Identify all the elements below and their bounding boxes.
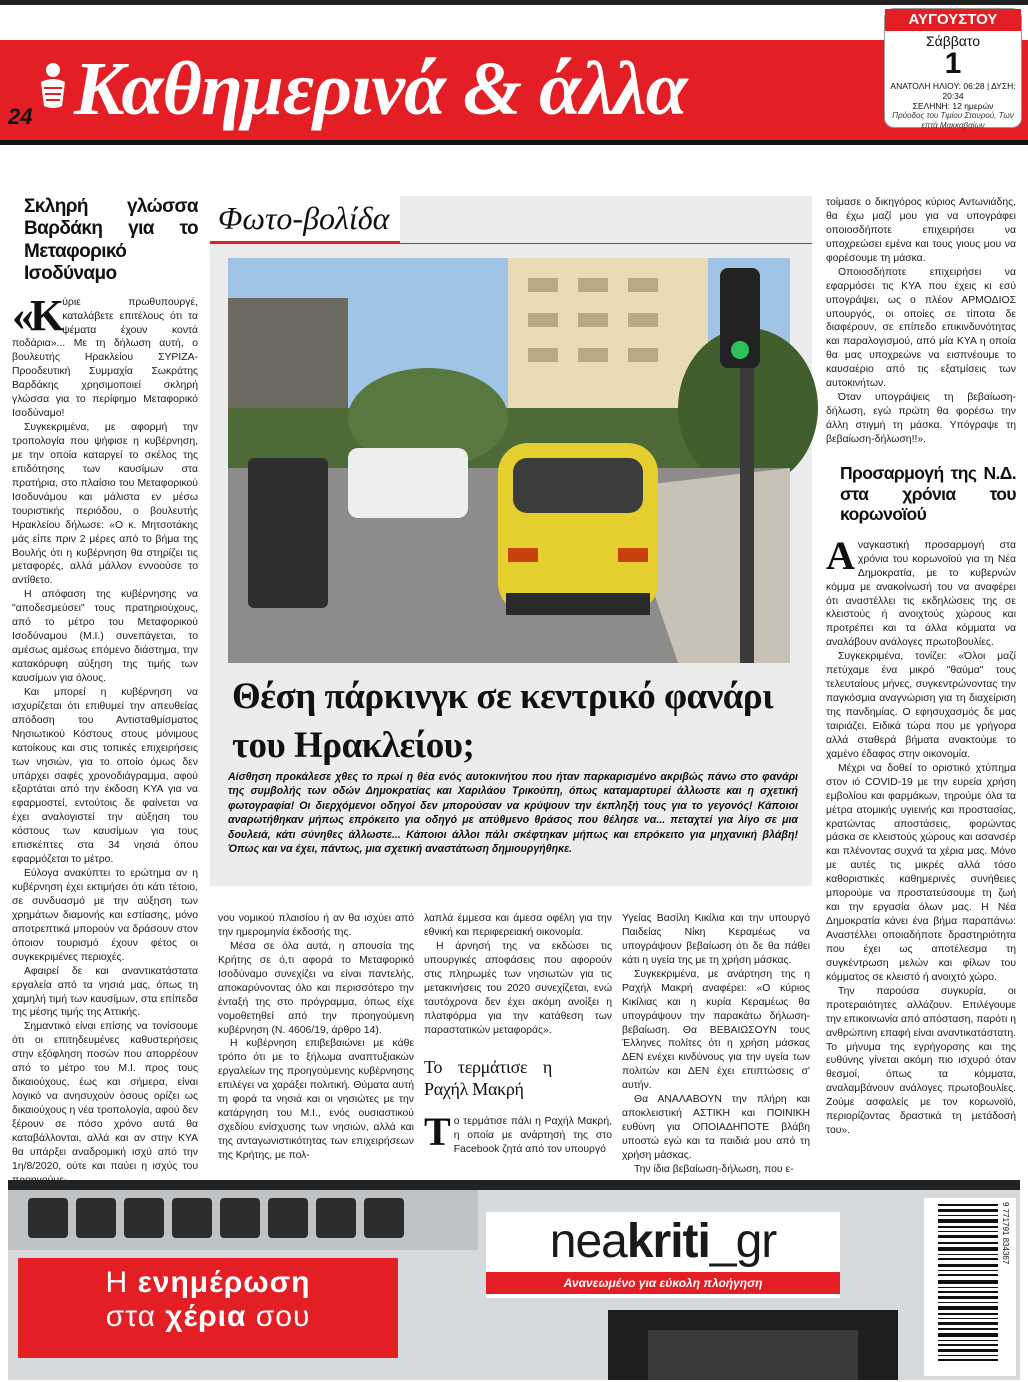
paragraph: Αφαιρεί δε και αναντικατάστατα εργαλεία από τα νησιά μας, όπως τη χαμηλή τιμή των καυσίμων, στα επίπεδα της μέσης τιμής της Αττικής.	[12, 965, 198, 1019]
paragraph: Όταν υπογράψεις τη βεβαίωση-δήλωση, εγώ πρώτη θα φορέσω την άλλη στιγμή τη μάσκα. Υπόγραψε τη βεβαίωση-δήλωση!!».	[826, 392, 1016, 445]
subarticle-lead: Τ ο τερμάτισε πάλι η Ραχήλ Μακρή, η οποία με ανάρτησή της στο Facebook ζητά από τον υπουργό	[424, 1108, 612, 1155]
date-weekday: Σάββατο	[925, 33, 981, 49]
paragraph: Υγείας Βασίλη Κικίλια και την υπουργό Παιδείας Νίκη Κεραμέως να υπογράψουν βεβαίωση ότι δε θα πάθει κάτι η υγεία της με τη χρήση μάσκας.	[622, 913, 810, 966]
feature-rule	[400, 243, 812, 244]
feast-day: Πρόοδος του Τιμίου Σταυρού, Των επτά Μακκαβαίων	[892, 111, 1014, 130]
barcode	[924, 1198, 1016, 1376]
street-photo	[228, 258, 790, 663]
paragraph: Θα ΑΝΑΛΑΒΟΥΝ την πλήρη και αποκλειστική ΑΣΤΙΚΗ και ΠΟΙΝΙΚΗ ευθύνη για ΟΠΟΙΑΔΗΠΟΤΕ βλάβη υποστώ εγώ και τα παιδιά μου από τη χρήση μάσκας.	[622, 1094, 810, 1161]
feature-headline: Θέση πάρκινγκ σε κεντρικό φανάρι του Ηρακλείου;	[232, 676, 774, 767]
ad-logo: neakriti_gr Ανανεωμένο για εύκολη πλοήγηση	[486, 1212, 840, 1298]
date-box	[884, 8, 1022, 128]
paragraph: νου νομικού πλαισίου ή αν θα ισχύει από την ημερομηνία έκδοσής της.	[218, 913, 414, 938]
paragraph: Συγκεκριμένα, με αφορμή την τροπολογία που ψήφισε η κυβέρνηση, με την οποία καταργεί το σκέλος της επιδότησης των καυσίμων στα πρατήρια, στο πλαίσιο του Μεταφορικού Ισοδυνάμου και μάλιστα εν μέσω τουριστικής περιόδου, ο βουλευτής Ηρακλείου δήλωσε: «Ο κ. Μητσοτάκης μάς είπε πριν 2 μέρες από το βήμα της Βουλής ότι η κυβέρνηση θα στηρίζει τις μεταφορές, αλλά μάλλον εννοούσε το αντίθετο.	[12, 422, 198, 587]
top-rule	[0, 0, 1028, 5]
paragraph: Συγκεκριμένα, τονίζει: «Όλοι μαζί πετύχαμε ένα μικρό "θαύμα" τους τελευταίους μήνες, συγκεντρώνοντας την παγκόσμια αναγνώριση για τη διαχείριση της πανδημίας. Ο εφησυχασμός δε μας ταιριάζει. Ειδικά τώρα που με γρήγορα αλλά σταθερά βήματα ανακτούμε το χαμένο έδαφος στην οικονομία.	[826, 651, 1016, 760]
paragraph: Η άρνησή της να εκδώσει τις υπουργικές αποφάσεις που αφορούν στις πληρωμές των νησιωτών για τις μετακινήσεις του 2020 συνεχίζεται, ενώ ταυτόχρονα δεν έχει ακόμη ανοίξει η πλατφόρμα για την κατάθεση των παραστατικών μεταφοράς».	[424, 940, 612, 1036]
right-article-headline: Προσαρμογή της Ν.Δ. στα χρόνια του κορωνοϊού	[840, 462, 1016, 525]
sunrise-sunset: ΑΝΑΤΟΛΗ ΗΛΙΟΥ: 06:28 | ΔΥΣΗ: 20:34	[890, 81, 1016, 101]
right-article	[826, 196, 1016, 1166]
col3-article	[424, 912, 612, 1174]
feature-label: Φωτο-βολίδα	[218, 200, 390, 236]
moon-phase: ΣΕΛΗΝΗ: 12 ημερών	[912, 101, 994, 111]
drop-cap: Α	[826, 532, 855, 578]
paragraph: Οποιοσδήποτε επιχειρήσει να εφαρμόσει τις ΚΥΑ που έχεις κι εσύ υπογράψει, ως ο πλέον ΑΡΜΟΔΙΟΣ υπουργός, οι οποίες σε τίποτα δε διαφέρουν, σε επίπεδο επικινδυνότητας και παραλογισμού, από μία ΚΥΑ η οποία θα μας υποχρεώνε να εισπνέουμε το καυσαέριο από τις εξατμίσεις των αυτοκινήτων.	[826, 266, 1016, 390]
left-article-headline: Σκληρή γλώσσα Βαρδάκη για το Μεταφορικό Ισοδύναμο	[24, 196, 198, 285]
date-month: ΑΥΓΟΥΣΤΟΥ	[885, 9, 1021, 31]
paragraph: Την παρούσα συγκυρία, οι προτεραιότητες αλλάζουν. Επιλέγουμε την επικοινωνία από απόσταση, παρότι η ανθρώπινη επαφή είναι αναντικατάστατη. Το μήνυμα της εγρήγορσης και της ευθύνης γίνεται ακόμη πιο ισχυρό όταν θεσμοί, όπως τα κόμματα, αναλαμβάνουν ανάλογες πρωτοβουλίες. Ζούμε ασφαλείς με τον κορωνοϊό, περιορίζοντας δραστικά τη μετάδοσή του».	[826, 985, 1016, 1137]
paragraph: Συγκεκριμένα, με ανάρτηση της η Ραχήλ Μακρή αναφέρει: «Ο κύριος Κικίλιας και η κυρία Κεραμέως θα υπογράψουν την παρακάτω δήλωση-βεβαίωση. Θα ΒΕΒΑΙΩΣΟΥΝ τους Έλληνες πολίτες ότι η χρήση μάσκας ΔΕΝ ενέχει κινδύνους για την υγεία των πολιτών και ΔΕΝ έχει επιπτώσεις σ' αυτήν.	[622, 968, 810, 1092]
paragraph: Την ίδια βεβαίωση-δήλωση, που ε-	[634, 1163, 794, 1175]
feature-caption: Αίσθηση προκάλεσε χθες το πρωί η θέα ενός αυτοκινήτου που ήταν παρκαρισμένο ακριβώς πάνω στο φανάρι της συμβολής των οδών Δημοκρατίας και Χαριλάου Τρικούπη, όπως καταμαρτυρεί άλλωστε και η σχετική φωτογραφία! Οι διερχόμενοι οδηγοί δεν μπορούσαν να κρύψουν την έκπληξή τους για το γεγονός! Κάποιοι αναρωτήθηκαν μήπως επρόκειτο για οδηγό με απύθμενο θράσος που θέλησε να... πεταχτεί για λίγο σε μια δουλειά, κάτι σύνηθες άλλωστε... Κάποιοι άλλοι πάλι σκέφτηκαν μήπως και επρόκειτο για μηχανική βλάβη! Όπως και να έχει, πάντως, μια σχετική αναστάτωση δημιουργήθηκε.	[228, 771, 798, 856]
section-masthead: Καθημερινά & άλλα	[74, 47, 687, 131]
date-day-number: 1	[944, 47, 962, 80]
masthead-bottom-rule	[0, 140, 1028, 145]
right-article-lead: Α ναγκαστική προσαρμογή στα χρόνια του κορωνοϊού για τη Νέα Δημοκρατία, με το κυβερνών κόμμα με ανακοίνωσή του να αναφέρει ότι αναστέλλει τις εκδηλώσεις της σε κλειστούς ή ανοιχτούς χώρους και προτρέπει και τα άλλα κόμματα να αναλάβουν ανάλογες πρωτοβουλίες.	[826, 532, 1016, 649]
ad-slogan: Η ενημέρωση στα χέρια σου	[18, 1258, 398, 1358]
paragraph: Σημαντικό είναι επίσης να τονίσουμε ότι οι επιτηδευμένες καθυστερήσεις στην εξόφληση ποσών που απορρέουν από το μέτρο του Μ.Ι. προς τους δικαιούχους, έως και σήμερα, είναι λογικό να ανησυχούν όσους ορίζει ως δικαιούχους η νέα τροπολογία, αφού δεν ξέρουν σε πόσο χρόνο αυτά θα καταβάλλονται, αλλά και αν στην ΚΥΑ θα υπάρξει αναδρομική ισχύ από την 1η/8/2020, ούτε και παύει η ισχύς του	[12, 1021, 198, 1172]
barcode-number: 9 771791 834367	[1001, 1202, 1010, 1265]
paragraph: Εύλογα ανακύπτει το ερώτημα αν η κυβέρνηση έχει εκτιμήσει ότι κάτι τέτοιο, σε συνδυασμό με την αύξηση των χρημάτων διαμονής και εστίασης, μόνο αποτρεπτικά μπορούν να δράσουν στον όποιον τουρισμό έχουν φέτος οι συγκεκριμένες περιοχές.	[12, 868, 198, 963]
newspaper-logo-icon	[38, 62, 68, 110]
paragraph: τοίμασε ο δικηγόρος κύριος Αντωνιάδης, θα έχω μαζί μου για να υπογράφει οποιοσδήποτε επιχειρήσει να υποχρεώσει εμένα και τους γιους μου να φορέσουμε τη μάσκα.	[826, 197, 1016, 264]
drop-cap: Τ	[424, 1108, 451, 1154]
left-article	[12, 196, 198, 1172]
col4-article	[622, 912, 810, 1174]
paragraph: λαπλά έμμεσα και άμεσα οφέλη για την εθνική και περιφερειακή οικονομία.	[424, 913, 612, 938]
paragraph: Η απόφαση της κυβέρνησης να "αποδεσμεύσει" τους πρατηριούχους, από το μέτρο του Μεταφορικού Ισοδύναμου (Μ.Ι.) συνεπάγεται, το αμέσως αμέσως επόμενο διάστημα, την κατακόρυφη αύξηση της τιμής των καυσίμων για όλους.	[12, 589, 198, 684]
page-number: 24	[8, 104, 33, 129]
ad-tagline: Ανανεωμένο για εύκολη πλοήγηση	[486, 1272, 840, 1294]
subarticle-headline: Το τερμάτισε η Ραχήλ Μακρή	[424, 1057, 552, 1100]
advertisement	[8, 1190, 1020, 1380]
col2-article	[218, 912, 414, 1174]
ad-top-rule	[8, 1180, 1020, 1190]
drop-quote: «Κ	[12, 290, 61, 340]
paragraph: Μέχρι να δοθεί το οριστικό χτύπημα στον ιό COVID-19 με την ευρεία χρήση εμβολίου και φαρμάκων, τηρούμε όλα τα μέτρα ατομικής υγιεινής και προστασίας, κρατώντας αποστάσεις, φορώντας μάσκα σε κλειστούς χώρους και ασανσέρ και πλένοντας συχνά τα χέρια μας. Μόνο με αυτές τις μικρές αλλά τόσο καθοριστικές καθημερινές συνήθειες μπορούμε να προστατεύσουμε τη ζωή και την εργασία όλων μας. Η Νέα Δημοκρατία κάνει ένα βήμα παραπάνω: Αναστέλλει οποιαδήποτε δραστηριότητα που έχει ως αποτέλεσμα τη συγκέντρωση μελών και φίλων του κόμματος σε κλειστό ή ανοιχτό χώρο.	[826, 762, 1016, 983]
left-article-lead: «Κ ύριε πρωθυπουργέ, καταλάβετε επιτέλους ότι τα ψέματα έχουν κοντά ποδάρια»... Με τη δήλωση αυτή, ο βουλευτής Ηρακλείου ΣΥΡΙΖΑ-Προοδευτική Συμμαχία Σωκράτης Βαρδάκης χρησιμοποιεί σκληρή γλώσσα για το περίφημο Μεταφορικό Ισοδύναμο!	[12, 290, 198, 420]
paragraph: Η κυβέρνηση επιβεβαιώνει με κάθε τρόπο ότι με το ξήλωμα αναπτυξιακών εργαλείων της προηγούμενης κυβέρνησης επιλέγει να χαράξει πολιτική. Θύματα αυτή τη φορά τα νησιά και οι νησιώτες με την κατάργηση του Μ.Ι., ενός ουσιαστικού σχεδίου ενίσχυσης των νησιών, αλλά και της ανταγωνιστικότητας των επιχειρήσεων της Κρήτης, με πολ-	[218, 1038, 414, 1161]
paragraph: Μέσα σε όλα αυτά, η απουσία της Κρήτης σε ό,τι αφορά το Μεταφορικό Ισοδύναμο συνεχίζει να είναι παντελής, αποκαρύνοντας όλο και περισσότερο την ένταξή της στο πρόγραμμα, όπως είχε νομοθετηθεί από την προηγούμενη κυβέρνηση (Ν. 4606/19, άρθρο 14).	[218, 940, 414, 1036]
paragraph: Και μπορεί η κυβέρνηση να ισχυρίζεται ότι επιθυμεί την απευθείας απόδοση του Αντισταθμίσματος Νησιωτικού Κόστους στους μόνιμους κατοίκους και στις τοπικές επιχειρήσεις των νησιών, για το οποίο όμως δεν υπάρχει σαφές χρονοδιάγραμμα, αφού εξαρτάται από την έκδοση ΚΥΑ για να εφαρμοστεί, εντούτοις δε φαίνεται να έχει αναλογιστεί την αύξηση του κόστους των καυσίμων για τους επισκέπτες στα 34 νησιά όπου εφαρμόζεται το μέτρο.	[12, 686, 198, 866]
